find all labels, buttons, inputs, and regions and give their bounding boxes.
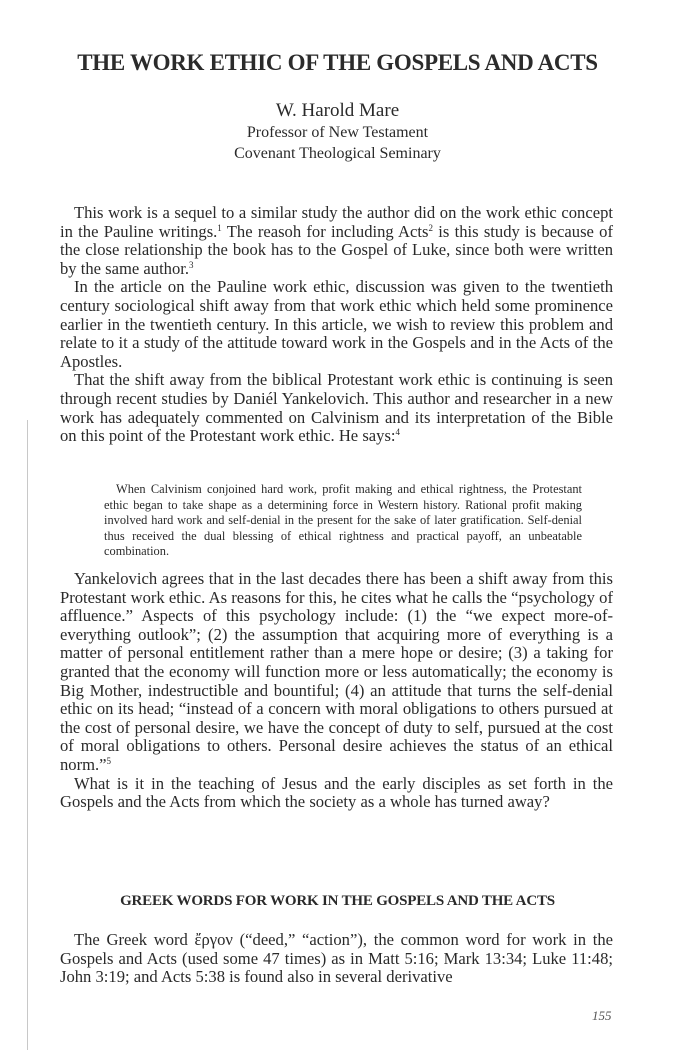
article-title: THE WORK ETHIC OF THE GOSPELS AND ACTS xyxy=(77,50,598,75)
author-name: W. Harold Mare xyxy=(275,100,400,121)
page-number: 155 xyxy=(592,1008,612,1023)
page-binding-edge xyxy=(27,420,28,1050)
paragraph-yankelovich-intro: That the shift away from the biblical Protestant work ethic is continuing is seen through recent studies by Daniél Yankelovich. This author and researcher in a new work has adequately commented on Calvinism and its interpretation of the Bible on this point of the Protestant work ethic. He says:$^4$ xyxy=(60,370,613,446)
paragraph-psychology-of-affluence: Yankelovich agrees that in the last decades there has been a shift away from this Protestant work ethic. As reasons for this, he cites what he calls the “psychology of affluence.” Aspects of this psychology include: (1) the “we expect more-of-everything outlook”; (2) the assumption that acquiring more of everything is a matter of personal entitlement rather than a mere hope or desire; (3) a taking for granted that the economy will function more or less automatically; the economy is Big Mother, indestructible and bountiful; (4) an attitude that turns the self-denial ethic on its head; “instead of a concern with moral obligations to others pursued at the cost of personal desire, we have the concept of duty to self, pursued at the cost of moral obligations to others. Personal desire achieves the status of an ethical norm.”$^5$ xyxy=(60,569,613,774)
paragraph-greek-word: The Greek word ἔργον (“deed,” “action”), the common word for work in the Gospels and Acts (used some 47 times) as in Matt 5:16; Mark 13:34; Luke 11:48; John 3:19; and Acts 5:38 is found also in several derivative xyxy=(60,930,613,987)
section-heading: GREEK WORDS FOR WORK IN THE GOSPELS AND THE ACTS xyxy=(120,893,555,909)
intro-section xyxy=(60,204,613,446)
footnote-ref: 4 xyxy=(395,427,401,438)
greek-words-section xyxy=(60,931,613,987)
paragraph-pauline-article: In the article on the Pauline work ethic, discussion was given to the twentieth century sociological shift away from that work ethic which held some prominence earlier in the twentieth century. In this article, we wish to review this problem and relate to it a study of the attitude toward work in the Gospels and in the Acts of the Apostles. xyxy=(60,277,613,371)
footnote-ref: 1 xyxy=(217,222,222,233)
paragraph-intro: This work is a sequel to a similar study the author did on the work ethic concept in the Pauline writings.$^1$ The reasoh for including Acts$^2$ is this study is because of the close relationship the book has to the Gospel of Luke, since both were written by the same author.$^3$ xyxy=(60,203,613,278)
author-institution: Covenant Theological Seminary xyxy=(234,145,441,162)
footnote-ref: 3 xyxy=(189,259,194,270)
author-title: Professor of New Testament xyxy=(246,124,429,141)
footnote-ref: 5 xyxy=(106,755,112,766)
block-quote xyxy=(104,482,582,560)
paragraph-question: What is it in the teaching of Jesus and the early disciples as set forth in the Gospels and the Acts from which the society as a whole has turned away? xyxy=(60,773,613,812)
analysis-section xyxy=(60,570,613,812)
footnote-ref: 2 xyxy=(428,222,433,233)
block-quote-text: When Calvinism conjoined hard work, profit making and ethical rightness, the Protestant ethic began to take shape as a determining force in Western history. Rational profit making involved hard work and self-denial in the present for the sake of later gratification. Self-denial thus received the dual blessing of ethical rightness and practical payoff, an unbeatable combination. xyxy=(104,482,582,559)
